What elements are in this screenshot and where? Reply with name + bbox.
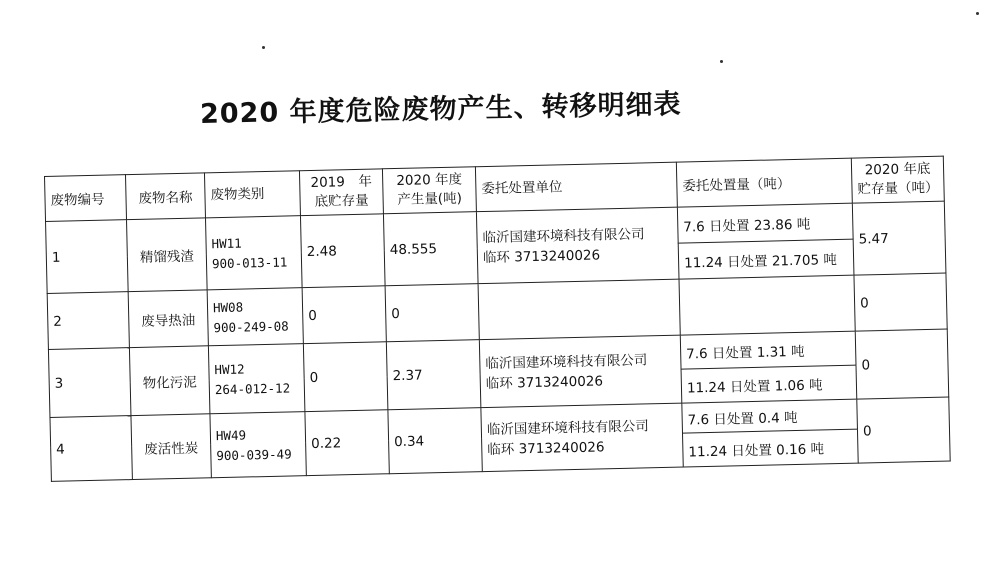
cell-generation-2020: 48.555	[383, 212, 478, 286]
cell-category	[208, 344, 305, 414]
cell-category-line2: 900-013-11	[211, 254, 288, 271]
cell-unit-line1	[484, 307, 674, 311]
header-name: 废物名称	[125, 173, 205, 220]
header-stock-2020	[851, 156, 944, 203]
cell-generation-2020: 0.34	[388, 408, 482, 474]
cell-category-line1: HW11	[211, 235, 242, 251]
cell-disposal-unit	[481, 403, 683, 472]
cell-category-line2: 900-249-08	[213, 317, 289, 335]
cell-category-line2: 264-012-12	[214, 379, 291, 397]
cell-name: 物化污泥	[129, 346, 210, 416]
waste-table-wrapper	[44, 156, 951, 482]
header-generation-2020-line1: 2020 年度	[396, 171, 463, 190]
cell-disposal-qty-1: 7.6 日处置 23.86 吨	[677, 203, 853, 243]
cell-disposal-qty-1: 7.6 日处置 1.31 吨	[680, 331, 856, 369]
cell-stock-2020: 0	[854, 273, 947, 331]
cell-unit-line2: 临环 3713240026	[482, 246, 601, 266]
header-category: 废物类别	[204, 171, 300, 218]
cell-disposal-qty	[679, 275, 855, 335]
cell-category	[210, 412, 306, 478]
cell-unit-line2	[484, 307, 674, 311]
cell-unit-line1: 临沂国建环境科技有限公司	[486, 417, 650, 438]
cell-generation-2020: 2.37	[386, 340, 481, 410]
cell-stock-2019: 0	[303, 342, 388, 412]
header-code: 废物编号	[45, 175, 127, 222]
header-disposal-quantity: 委托处置量（吨）	[676, 158, 852, 207]
document-title: 2020 年度危险废物产生、转移明细表	[199, 88, 682, 130]
hazardous-waste-table	[44, 156, 951, 482]
cell-stock-2019: 2.48	[300, 214, 385, 288]
scan-speck	[262, 46, 265, 49]
cell-name: 精馏残渣	[127, 218, 208, 292]
cell-name: 废导热油	[128, 290, 208, 348]
cell-disposal-qty-1: 7.6 日处置 0.4 吨	[682, 399, 858, 433]
cell-stock-2019: 0.22	[305, 410, 389, 476]
header-generation-2020-line2: 产生量(吨)	[397, 190, 463, 208]
cell-unit-line1: 临沂国建环境科技有限公司	[485, 351, 648, 372]
cell-disposal-unit	[479, 335, 681, 408]
cell-category	[207, 288, 303, 346]
cell-code: 2	[47, 292, 129, 350]
cell-category-line1: HW49	[215, 426, 247, 443]
cell-stock-2020: 0	[857, 397, 950, 463]
cell-category-line2: 900-039-49	[216, 445, 292, 463]
cell-category-line1: HW12	[214, 361, 245, 377]
cell-name: 废活性炭	[131, 414, 211, 480]
cell-code: 3	[48, 348, 131, 418]
header-disposal-unit: 委托处置单位	[475, 162, 677, 212]
cell-stock-2020: 0	[855, 329, 949, 399]
cell-category	[205, 216, 302, 290]
cell-generation-2020: 0	[385, 284, 479, 342]
header-stock-2019-line2: 底贮存量	[314, 192, 369, 210]
cell-unit-line2: 临环 3713240026	[485, 372, 604, 392]
header-stock-2020-line2: 贮存量（吨）	[857, 179, 939, 198]
header-generation-2020	[382, 167, 476, 214]
cell-disposal-qty-2: 11.24 日处置 1.06 吨	[681, 365, 857, 403]
header-stock-2019-line1: 2019 年	[310, 173, 373, 191]
scan-speck	[976, 12, 979, 15]
header-stock-2020-line1: 2020 年底	[864, 160, 931, 179]
cell-disposal-unit	[476, 207, 679, 284]
cell-disposal-unit	[478, 279, 680, 340]
scan-speck	[720, 60, 723, 63]
cell-disposal-qty-2: 11.24 日处置 21.705 吨	[678, 239, 854, 279]
cell-category-line1: HW08	[212, 299, 244, 315]
cell-code: 1	[46, 220, 129, 294]
cell-disposal-qty-2: 11.24 日处置 0.16 吨	[682, 429, 858, 467]
header-stock-2019	[299, 169, 383, 216]
cell-code: 4	[50, 416, 132, 482]
cell-unit-line2: 临环 3713240026	[487, 438, 605, 458]
cell-unit-line1: 临沂国建环境科技有限公司	[482, 225, 645, 246]
cell-stock-2019: 0	[302, 286, 386, 344]
cell-stock-2020: 5.47	[852, 201, 946, 275]
